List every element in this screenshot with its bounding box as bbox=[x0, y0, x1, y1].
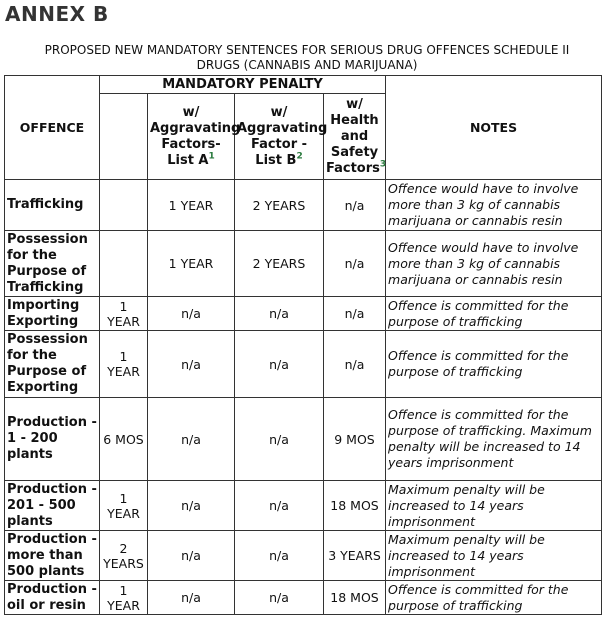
notes-cell: Offence would have to involve more than 3 kg of cannabis marijuana or cannabis resin bbox=[386, 231, 602, 297]
base-penalty-cell: 2 YEARS bbox=[100, 531, 148, 581]
base-penalty-cell bbox=[100, 180, 148, 231]
health-safety-cell: 3 YEARS bbox=[324, 531, 386, 581]
health-safety-cell: 18 MOS bbox=[324, 481, 386, 531]
offence-cell: Production - oil or resin bbox=[5, 581, 100, 615]
annex-heading: ANNEX B bbox=[5, 2, 109, 26]
notes-cell: Offence is committed for the purpose of trafficking bbox=[386, 331, 602, 398]
header-base-penalty bbox=[100, 94, 148, 180]
notes-cell: Maximum penalty will be increased to 14 years imprisonment bbox=[386, 481, 602, 531]
list-a-cell: n/a bbox=[148, 581, 235, 615]
list-a-cell: n/a bbox=[148, 398, 235, 481]
header-list-a: w/ Aggravating Factors- List A$^1$ bbox=[148, 94, 235, 180]
table-row bbox=[5, 531, 602, 581]
offence-cell: Production - 1 - 200 plants bbox=[5, 398, 100, 481]
sentences-table bbox=[4, 75, 602, 615]
list-a-cell: n/a bbox=[148, 331, 235, 398]
base-penalty-cell: 1 YEAR bbox=[100, 581, 148, 615]
base-penalty-cell: 6 MOS bbox=[100, 398, 148, 481]
table-row bbox=[5, 331, 602, 398]
list-a-cell: n/a bbox=[148, 481, 235, 531]
list-b-cell: n/a bbox=[235, 481, 324, 531]
subtitle-line-2: DRUGS (CANNABIS AND MARIJUANA) bbox=[196, 58, 418, 72]
base-penalty-cell: 1 YEAR bbox=[100, 481, 148, 531]
notes-cell: Offence is committed for the purpose of trafficking bbox=[386, 581, 602, 615]
header-list-b: w/ Aggravating Factor - List B$^2$ bbox=[235, 94, 324, 180]
footnote-1: 1 bbox=[208, 151, 215, 162]
offence-cell: Possession for the Purpose of Trafficking bbox=[5, 231, 100, 297]
table-row bbox=[5, 581, 602, 615]
header-notes: NOTES bbox=[386, 76, 602, 180]
notes-cell: Offence would have to involve more than 3 kg of cannabis marijuana or cannabis resin bbox=[386, 180, 602, 231]
health-safety-cell: n/a bbox=[324, 231, 386, 297]
offence-cell: Possession for the Purpose of Exporting bbox=[5, 331, 100, 398]
base-penalty-cell: 1 YEAR bbox=[100, 297, 148, 331]
health-safety-cell: n/a bbox=[324, 297, 386, 331]
subtitle-line-1: PROPOSED NEW MANDATORY SENTENCES FOR SERIOUS DRUG OFFENCES SCHEDULE II bbox=[44, 43, 570, 57]
notes-cell: Offence is committed for the purpose of trafficking. Maximum penalty will be increased to 14 years imprisonment bbox=[386, 398, 602, 481]
health-safety-cell: n/a bbox=[324, 180, 386, 231]
list-a-cell: 1 YEAR bbox=[148, 231, 235, 297]
list-b-cell: n/a bbox=[235, 531, 324, 581]
list-b-cell: n/a bbox=[235, 297, 324, 331]
health-safety-cell: n/a bbox=[324, 331, 386, 398]
header-offence: OFFENCE bbox=[5, 76, 100, 180]
footnote-3: 3 bbox=[379, 159, 387, 170]
base-penalty-cell bbox=[100, 231, 148, 297]
offence-cell: Importing Exporting bbox=[5, 297, 100, 331]
health-safety-cell: 18 MOS bbox=[324, 581, 386, 615]
table-row bbox=[5, 180, 602, 231]
list-b-cell: n/a bbox=[235, 398, 324, 481]
list-a-cell: n/a bbox=[148, 297, 235, 331]
list-a-cell: n/a bbox=[148, 531, 235, 581]
document-subtitle bbox=[0, 43, 614, 73]
notes-cell: Offence is committed for the purpose of trafficking bbox=[386, 297, 602, 331]
list-a-cell: 1 YEAR bbox=[148, 180, 235, 231]
footnote-2: 2 bbox=[296, 151, 303, 162]
table-row bbox=[5, 231, 602, 297]
header-health-safety: w/ Health and Safety Factors$^3$ bbox=[324, 94, 386, 180]
list-b-cell: n/a bbox=[235, 581, 324, 615]
list-b-cell: 2 YEARS bbox=[235, 231, 324, 297]
notes-cell: Maximum penalty will be increased to 14 years imprisonment bbox=[386, 531, 602, 581]
table-row bbox=[5, 297, 602, 331]
health-safety-cell: 9 MOS bbox=[324, 398, 386, 481]
header-mandatory-penalty: MANDATORY PENALTY bbox=[100, 76, 386, 94]
base-penalty-cell: 1 YEAR bbox=[100, 331, 148, 398]
offence-cell: Trafficking bbox=[5, 180, 100, 231]
offence-cell: Production - more than 500 plants bbox=[5, 531, 100, 581]
list-b-cell: n/a bbox=[235, 331, 324, 398]
list-b-cell: 2 YEARS bbox=[235, 180, 324, 231]
table-row bbox=[5, 398, 602, 481]
offence-cell: Production - 201 - 500 plants bbox=[5, 481, 100, 531]
table-row bbox=[5, 481, 602, 531]
